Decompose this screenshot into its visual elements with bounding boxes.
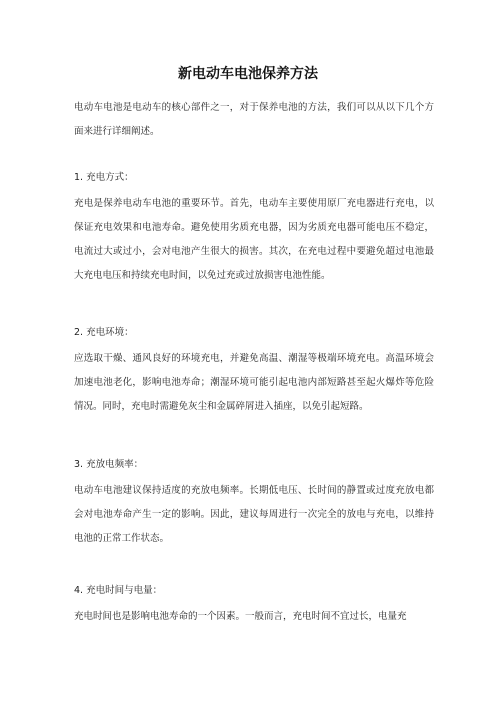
section-body-1: 充电是保养电动车电池的重要环节。首先，电动车主要使用原厂充电器进行充电，以保证充电效果和电池寿命。避免使用劣质充电器，因为劣质充电器可能电压不稳定，电流过大或过小，会对电池产生很大的损害。其次，在充电过程中要避免超过电池最大充电电压和持续充电时间，以免过充或过放损害电池性能。	[74, 198, 434, 281]
section-body-2: 应选取干燥、通风良好的环境充电，并避免高温、潮湿等极端环境充电。高温环境会加速电池老化，影响电池寿命；潮湿环境可能引起电池内部短路甚至起火爆炸等危险情况。同时，充电时需避免灰尘和金属碎屑进入插座，以免引起短路。	[74, 353, 434, 412]
section-heading-1: 1. 充电方式：	[74, 172, 134, 183]
section-heading-4: 4. 充电时间与电量：	[74, 585, 163, 596]
section-body-3: 电动车电池建议保持适度的充放电频率。长期低电压、长时间的静置或过度充放电都会对电池寿命产生一定的影响。因此，建议每周进行一次完全的放电与充电，以维持电池的正常工作状态。	[74, 485, 434, 544]
intro-paragraph: 电动车电池是电动车的核心部件之一，对于保养电池的方法，我们可以从以下几个方面来进行详细阐述。	[74, 102, 434, 137]
section-body-4: 充电时间也是影响电池寿命的一个因素。一般而言，充电时间不宜过长，电量充	[74, 611, 407, 622]
document-title: 新电动车电池保养方法	[178, 66, 318, 82]
section-heading-3: 3. 充放电频率：	[74, 459, 144, 470]
section-heading-2: 2. 充电环境：	[74, 327, 134, 338]
